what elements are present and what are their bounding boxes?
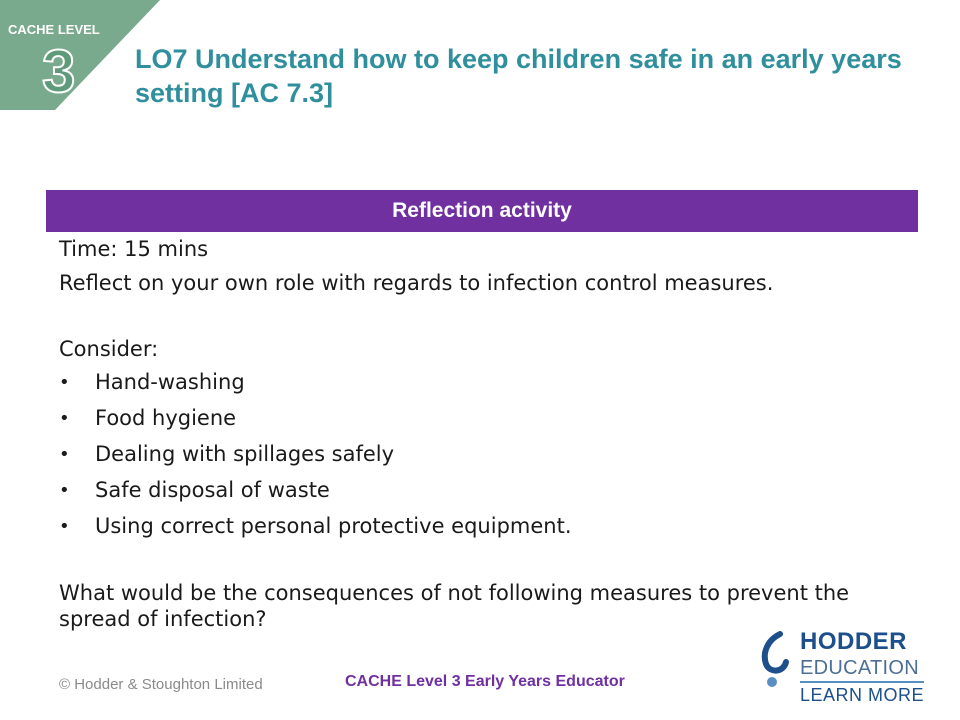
badge-label: CACHE LEVEL [8,22,100,37]
list-item: • Food hygiene [59,406,237,430]
hodder-education-logo [758,628,928,712]
hodder-mark-icon [758,630,794,690]
activity-body [59,234,919,632]
consider-label: Consider: [59,337,159,361]
badge-number: 3 [42,38,76,105]
logo-divider [800,681,924,683]
list-item: • Safe disposal of waste [59,478,330,502]
list-item: • Dealing with spillages safely [59,442,395,466]
activity-heading: Reflection activity [46,190,918,232]
reflection-question: What would be the consequences of not following measures to prevent the spread of infection? [59,581,850,631]
list-item: • Using correct personal protective equipment. [59,514,572,538]
logo-line-3: LEARN MORE [800,685,925,705]
copyright-notice: © Hodder & Stoughton Limited [59,676,263,693]
list-item: • Hand-washing [59,370,245,394]
logo-line-2: EDUCATION [800,657,919,679]
consider-list [59,364,919,544]
book-title: CACHE Level 3 Early Years Educator [345,673,625,690]
logo-line-1: HODDER [800,628,908,655]
activity-time: Time: 15 mins [59,237,209,261]
page-title: LO7 Understand how to keep children safe in an early years setting [AC 7.3] [135,44,902,108]
activity-instruction: Reflect on your own role with regards to infection control measures. [59,271,774,295]
